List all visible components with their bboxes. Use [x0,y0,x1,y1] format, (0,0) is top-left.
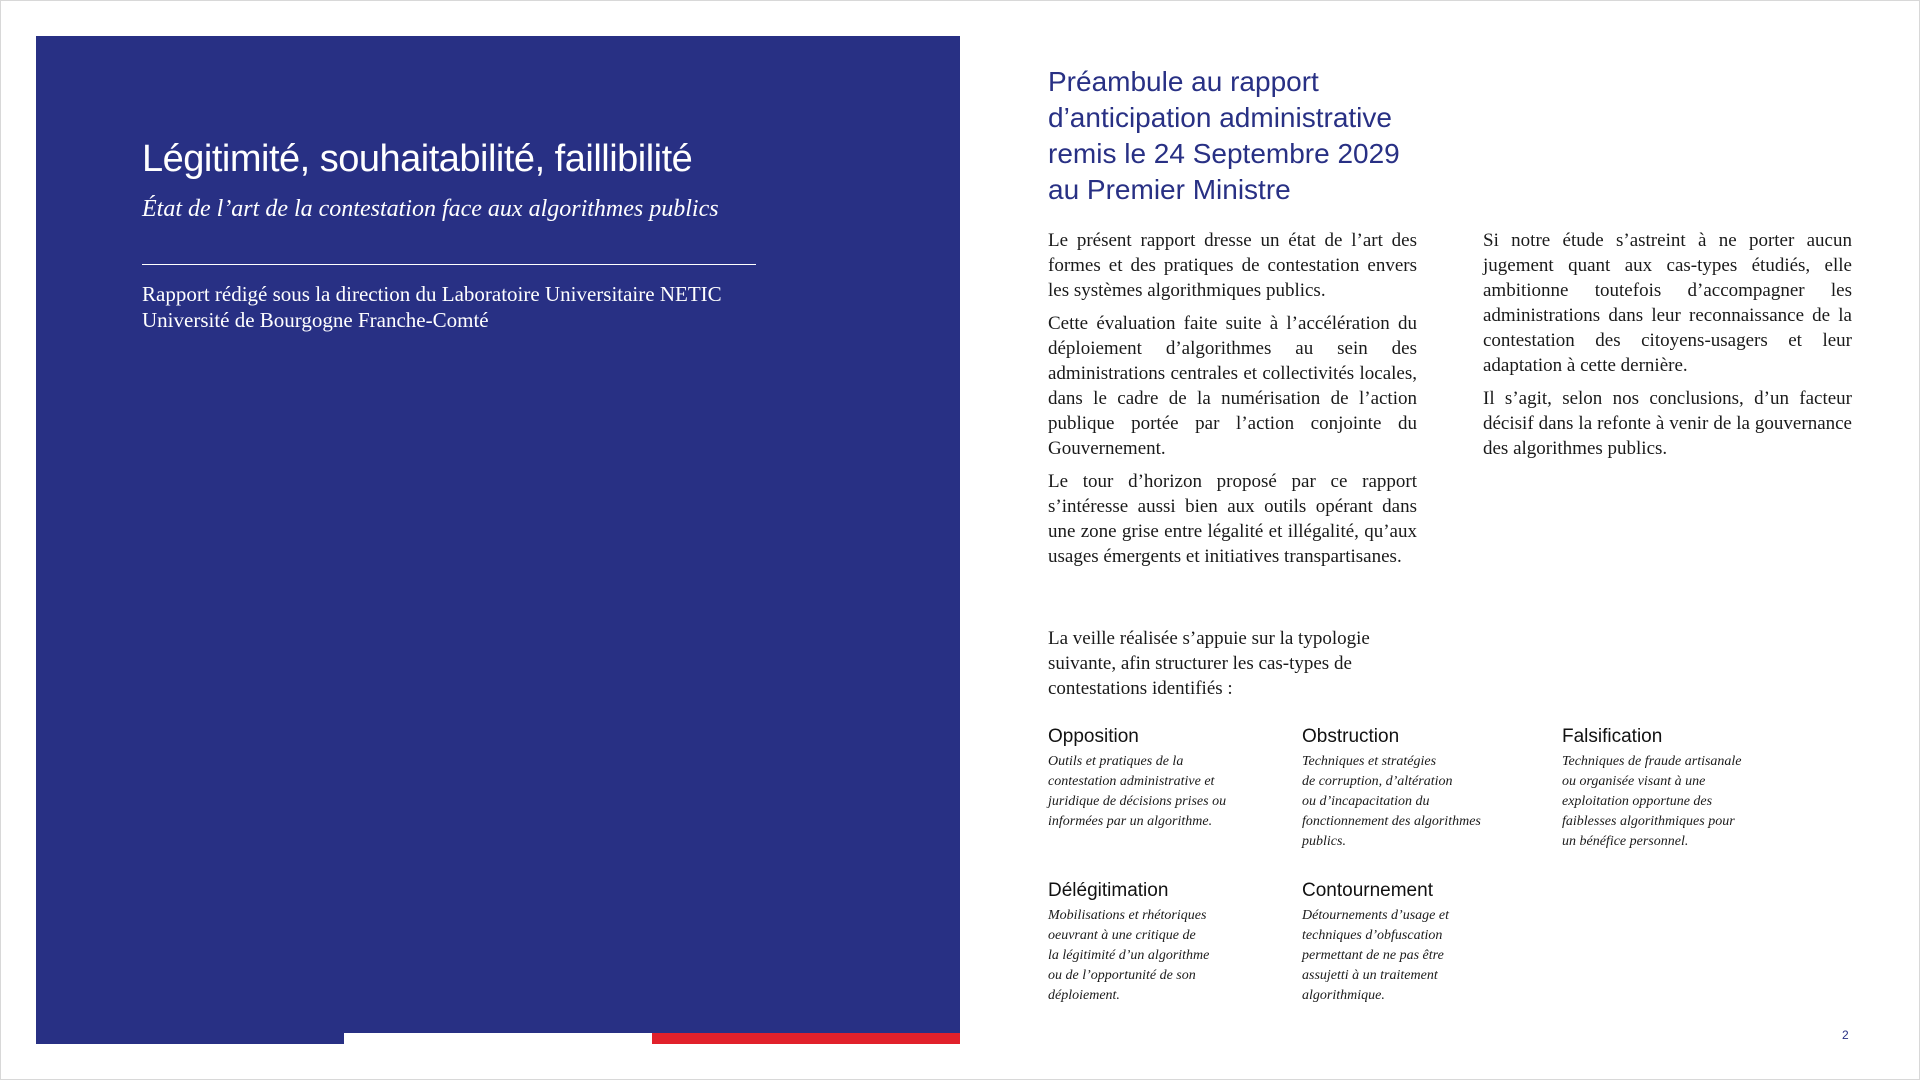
credit-line: Université de Bourgogne Franche-Comté [142,308,489,332]
credit-line: Rapport rédigé sous la direction du Laboratoire Universitaire NETIC [142,282,722,306]
cover-subtitle: État de l’art de la contestation face aux algorithmes publics [142,196,719,222]
typology-name: Contournement [1302,880,1433,901]
cover-panel [36,36,960,1034]
preamble-title-line: d’anticipation administrative [1048,102,1392,133]
typology-description: Techniques et stratégies de corruption, d’altération ou d’incapacitation du fonctionnement des algorithmes publics. [1302,754,1481,849]
paragraph: Cette évaluation faite suite à l’accélération du déploiement d’algorithmes au sein des administrations centrales et collectivités locales, dans le cadre de la numérisation de l’action publique portée par l’action conjointe du Gouvernement. [1048,313,1417,459]
paragraph: Le présent rapport dresse un état de l’art des formes et des pratiques de contestation envers les systèmes algorithmiques publics. [1048,230,1417,301]
typology-falsification [1562,726,1742,852]
paragraph: Le tour d’horizon proposé par ce rapport s’intéresse aussi bien aux outils opérant dans une zone grise entre légalité et illégalité, qu’aux usages émergents et initiatives transpartisanes. [1048,471,1417,567]
typology-obstruction [1302,726,1481,852]
typology-delegitimation [1048,880,1209,1006]
flag-red [652,1033,960,1044]
preamble-title-line: remis le 24 Septembre 2029 [1048,138,1400,169]
body-column-1 [1048,228,1417,577]
flag-white [344,1033,652,1044]
paragraph: Il s’agit, selon nos conclusions, d’un facteur décisif dans la refonte à venir de la gouvernance des algorithmes publics. [1483,388,1852,459]
preamble-title-line: Préambule au rapport [1048,66,1319,97]
intro-line: contestations identifiés : [1048,678,1233,699]
typology-name: Délégitimation [1048,880,1169,901]
paragraph: Si notre étude s’astreint à ne porter aucun jugement quant aux cas-types étudiés, elle ambitionne toutefois d’accompagner les administrations dans leur reconnaissance de la contestation des citoyens-usagers et leur adaptation à cette dernière. [1483,230,1852,376]
typology-name: Falsification [1562,726,1663,747]
intro-line: La veille réalisée s’appuie sur la typologie [1048,628,1370,649]
typology-contournement [1302,880,1449,1006]
typology-description: Techniques de fraude artisanale ou organisée visant à une exploitation opportune des faiblesses algorithmiques pour un bénéfice personnel. [1562,754,1742,849]
cover-divider [142,264,756,265]
cover-title: Légitimité, souhaitabilité, faillibilité [142,138,693,180]
typology-name: Obstruction [1302,726,1400,747]
intro-line: suivante, afin structurer les cas-types de [1048,653,1352,674]
typology-opposition [1048,726,1226,832]
page-number: 2 [1842,1028,1849,1042]
typology-description: Détournements d’usage et techniques d’obfuscation permettant de ne pas être assujetti à un traitement algorithmique. [1302,908,1449,1003]
preamble-title-line: au Premier Ministre [1048,174,1291,205]
body-column-2 [1483,228,1852,469]
tricolor-band [36,1033,960,1044]
preamble-title [1048,64,1400,208]
typology-intro [1048,626,1418,701]
cover-credit [142,281,722,333]
typology-name: Opposition [1048,726,1139,747]
typology-description: Mobilisations et rhétoriques oeuvrant à une critique de la légitimité d’un algorithme ou de l’opportunité de son déploiement. [1048,908,1210,1003]
flag-blue [36,1033,344,1044]
typology-description: Outils et pratiques de la contestation administrative et juridique de décisions prises ou informées par un algorithme. [1048,754,1227,829]
